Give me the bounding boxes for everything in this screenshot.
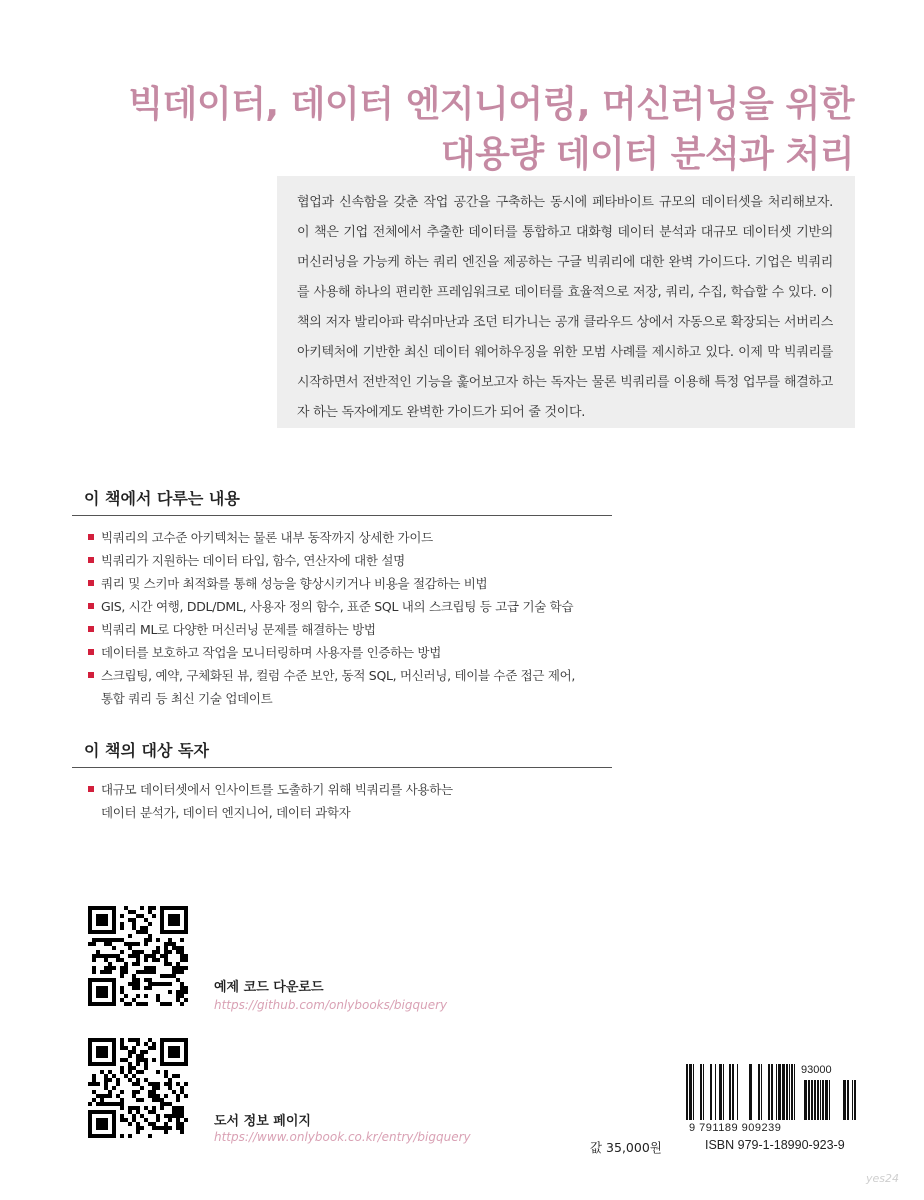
audience-section xyxy=(72,738,612,824)
example-code-link[interactable]: https://github.com/onlybooks/bigquery xyxy=(214,998,448,1012)
contents-title: 이 책에서 다루는 내용 xyxy=(72,486,612,516)
barcode-icon xyxy=(686,1064,796,1120)
summary-box xyxy=(277,176,855,428)
example-code-label: 예제 코드 다운로드 xyxy=(214,980,324,995)
bullet-square-icon xyxy=(88,786,94,792)
list-item: 빅쿼리가 지원하는 데이터 타입, 함수, 연산자에 대한 설명 xyxy=(88,549,612,572)
audience-title: 이 책의 대상 독자 xyxy=(72,738,612,768)
addon-barcode-icon xyxy=(801,1080,856,1120)
book-info-label: 도서 정보 페이지 xyxy=(214,1114,311,1129)
bullet-square-icon xyxy=(88,626,94,632)
list-item: 빅쿼리 ML로 다양한 머신러닝 문제를 해결하는 방법 xyxy=(88,618,612,641)
barcode-addon: 93000 xyxy=(801,1064,832,1076)
bullet-square-icon xyxy=(88,580,94,586)
contents-section xyxy=(72,486,612,710)
bullet-square-icon xyxy=(88,534,94,540)
summary-text: 협업과 신속함을 갖춘 작업 공간을 구축하는 동시에 페타바이트 규모의 데이터셋을 처리해보자. 이 책은 기업 전체에서 추출한 데이터를 통합하고 대화형 데이터 분석과 대규모 데이터셋 기반의 머신러닝을 가능케 하는 쿼리 엔진을 제공하는 구글 빅쿼리에 대한 완벽 가이드다. 기업은 빅쿼리를 사용해 하나의 편리한 프레임워크로 데이터를 효율적으로 저장, 쿼리, 수집, 학습할 수 있다. 이 책의 저자 발리아파 락쉬마난과 조던 티가니는 공개 클라우드 상에서 자동으로 확장되는 서버리스 아키텍처에 기반한 최신 데이터 웨어하우징을 위한 모범 사례를 제시하고 있다. 이제 막 빅쿼리를 시작하면서 전반적인 기능을 훑어보고자 하는 독자는 물론 빅쿼리를 이용해 특정 업무를 해결하고자 하는 독자에게도 완벽한 가이드가 되어 줄 것이다. xyxy=(297,195,833,420)
list-item: 빅쿼리의 고수준 아키텍처는 물론 내부 동작까지 상세한 가이드 xyxy=(88,526,612,549)
list-item: 데이터를 보호하고 작업을 모니터링하며 사용자를 인증하는 방법 xyxy=(88,641,612,664)
headline xyxy=(94,80,854,180)
isbn: ISBN 979-1-18990-923-9 xyxy=(705,1138,845,1152)
bullet-square-icon xyxy=(88,603,94,609)
bullet-square-icon xyxy=(88,649,94,655)
qr-code-icon[interactable] xyxy=(88,906,188,1006)
audience-list xyxy=(72,778,612,824)
list-item: 대규모 데이터셋에서 인사이트를 도출하기 위해 빅쿼리를 사용하는 데이터 분석가, 데이터 엔지니어, 데이터 과학자 xyxy=(88,778,612,824)
price: 값 35,000원 xyxy=(590,1140,662,1155)
bullet-square-icon xyxy=(88,557,94,563)
barcode-digits: 9 791189 909239 xyxy=(689,1122,782,1134)
list-item: 스크립팅, 예약, 구체화된 뷰, 컬럼 수준 보안, 동적 SQL, 머신러닝, 테이블 수준 접근 제어, 통합 쿼리 등 최신 기술 업데이트 xyxy=(88,664,612,710)
headline-line-1: 빅데이터, 데이터 엔지니어링, 머신러닝을 위한 xyxy=(128,84,854,125)
list-item: 쿼리 및 스키마 최적화를 통해 성능을 향상시키거나 비용을 절감하는 비법 xyxy=(88,572,612,595)
contents-list xyxy=(72,526,612,710)
bullet-square-icon xyxy=(88,672,94,678)
qr-code-icon[interactable] xyxy=(88,1038,188,1138)
watermark-logo: yes24 xyxy=(866,1172,900,1185)
list-item: GIS, 시간 여행, DDL/DML, 사용자 정의 함수, 표준 SQL 내의 스크립팅 등 고급 기술 학습 xyxy=(88,595,612,618)
book-info-link[interactable]: https://www.onlybook.co.kr/entry/bigquery xyxy=(214,1130,471,1144)
headline-line-2: 대용량 데이터 분석과 처리 xyxy=(440,134,854,175)
